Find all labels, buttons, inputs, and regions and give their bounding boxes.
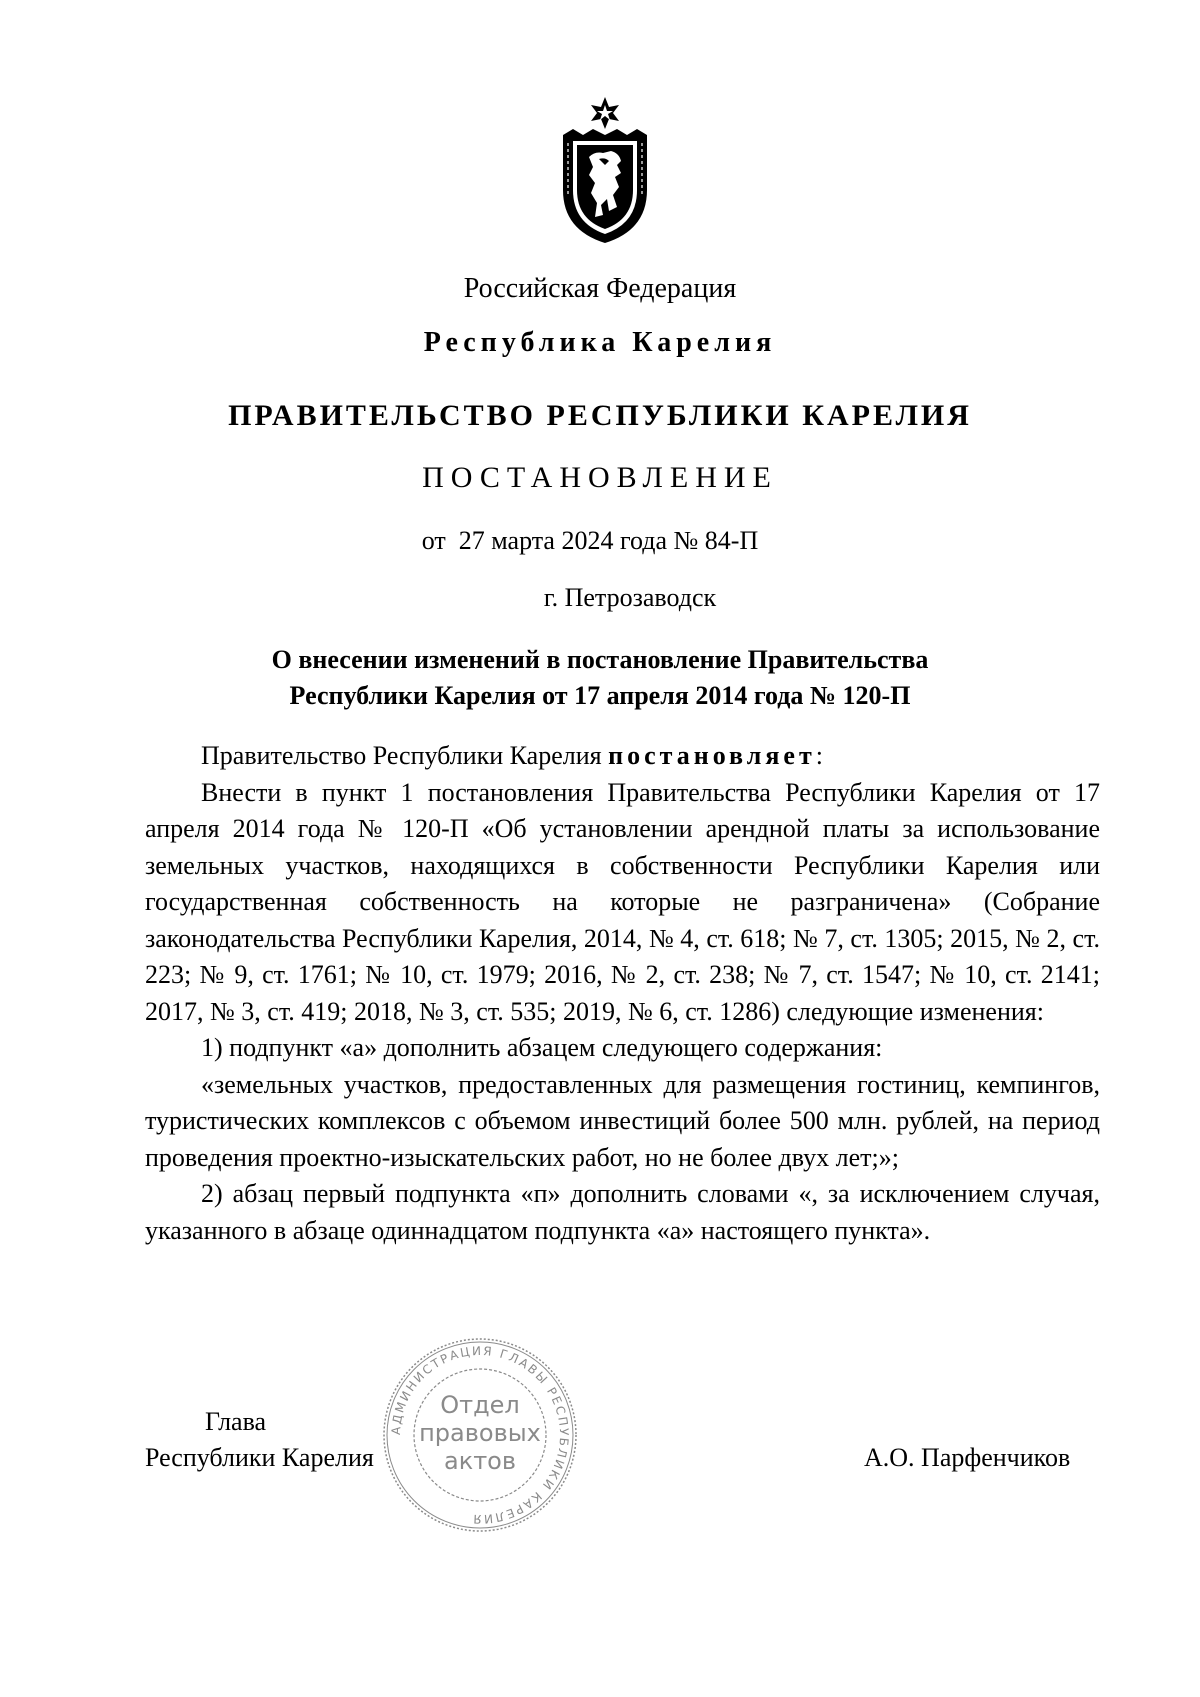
intro-colon: : xyxy=(815,741,823,770)
paragraph-1: Внести в пункт 1 постановления Правительства Республики Карелия от 17 апреля 2014 года № 120-П «Об установлении арендной платы за использование земельных участков, находящихся в собственности Республики Карелия или государственная собственность на которые не разграничена» (Собрание законодательства Республики Карелия, 2014, № 4, ст. 618; № 7, ст. 1305; 2015, № 2, ст. 223; № 9, ст. 1761; № 10, ст. 1979; 2016, № 2, ст. 238; № 7, ст. 1547; № 10, ст. 2141; 2017, № 3, ст. 419; 2018, № 3, ст. 535; 2019, № 6, ст. 1286) следующие изменения: xyxy=(145,777,1100,1026)
signatory-position xyxy=(145,1404,374,1476)
signatory-position-line-1: Глава xyxy=(205,1407,267,1436)
republic-name: Республика Карелия xyxy=(423,327,777,358)
title-line-2: Республики Карелия от 17 апреля 2014 года № 120-П xyxy=(289,681,911,710)
title-line-1: О внесении изменений в постановление Правительства xyxy=(271,645,929,674)
country-name: Российская Федерация xyxy=(463,273,737,304)
stamp-line-2: правовых xyxy=(419,1419,541,1447)
paragraph-4: 2) абзац первый подпункта «п» дополнить словами «, за исключением случая, указанного в абзаце одиннадцатом подпункта «а» настоящего пункта». xyxy=(145,1179,1100,1245)
intro-paragraph xyxy=(145,738,1100,775)
legal-department-stamp xyxy=(380,1335,580,1535)
stamp-line-3: актов xyxy=(443,1447,517,1475)
paragraph-3: «земельных участков, предоставленных для размещения гостиниц, кемпингов, туристических комплексов с объемом инвестиций более 500 млн. рублей, на период проведения проектно-изыскательских работ, но не более двух лет;»; xyxy=(145,1069,1100,1172)
signatory-position-line-2: Республики Карелия xyxy=(145,1443,374,1472)
signatory-name: А.О. Парфенчиков xyxy=(864,1443,1071,1472)
intro-text: Правительство Республики Карелия xyxy=(201,741,609,770)
document-date-number: от 27 марта 2024 года № 84-П xyxy=(421,526,759,555)
stamp-line-1: Отдел xyxy=(440,1391,520,1419)
paragraph-2: 1) подпункт «а» дополнить абзацем следующего содержания: xyxy=(201,1033,883,1062)
coat-of-arms-icon xyxy=(555,95,655,245)
document-body xyxy=(145,738,1100,1249)
document-type: ПОСТАНОВЛЕНИЕ xyxy=(422,461,778,494)
government-name: ПРАВИТЕЛЬСТВО РЕСПУБЛИКИ КАРЕЛИЯ xyxy=(228,399,972,432)
stamp-ring-text: АДМИНИСТРАЦИЯ ГЛАВЫ РЕСПУБЛИКИ КАРЕЛИЯ xyxy=(388,1343,572,1527)
intro-emphasis: постановляет xyxy=(608,741,816,770)
document-city: г. Петрозаводск xyxy=(543,583,717,612)
document-title xyxy=(0,642,1200,714)
